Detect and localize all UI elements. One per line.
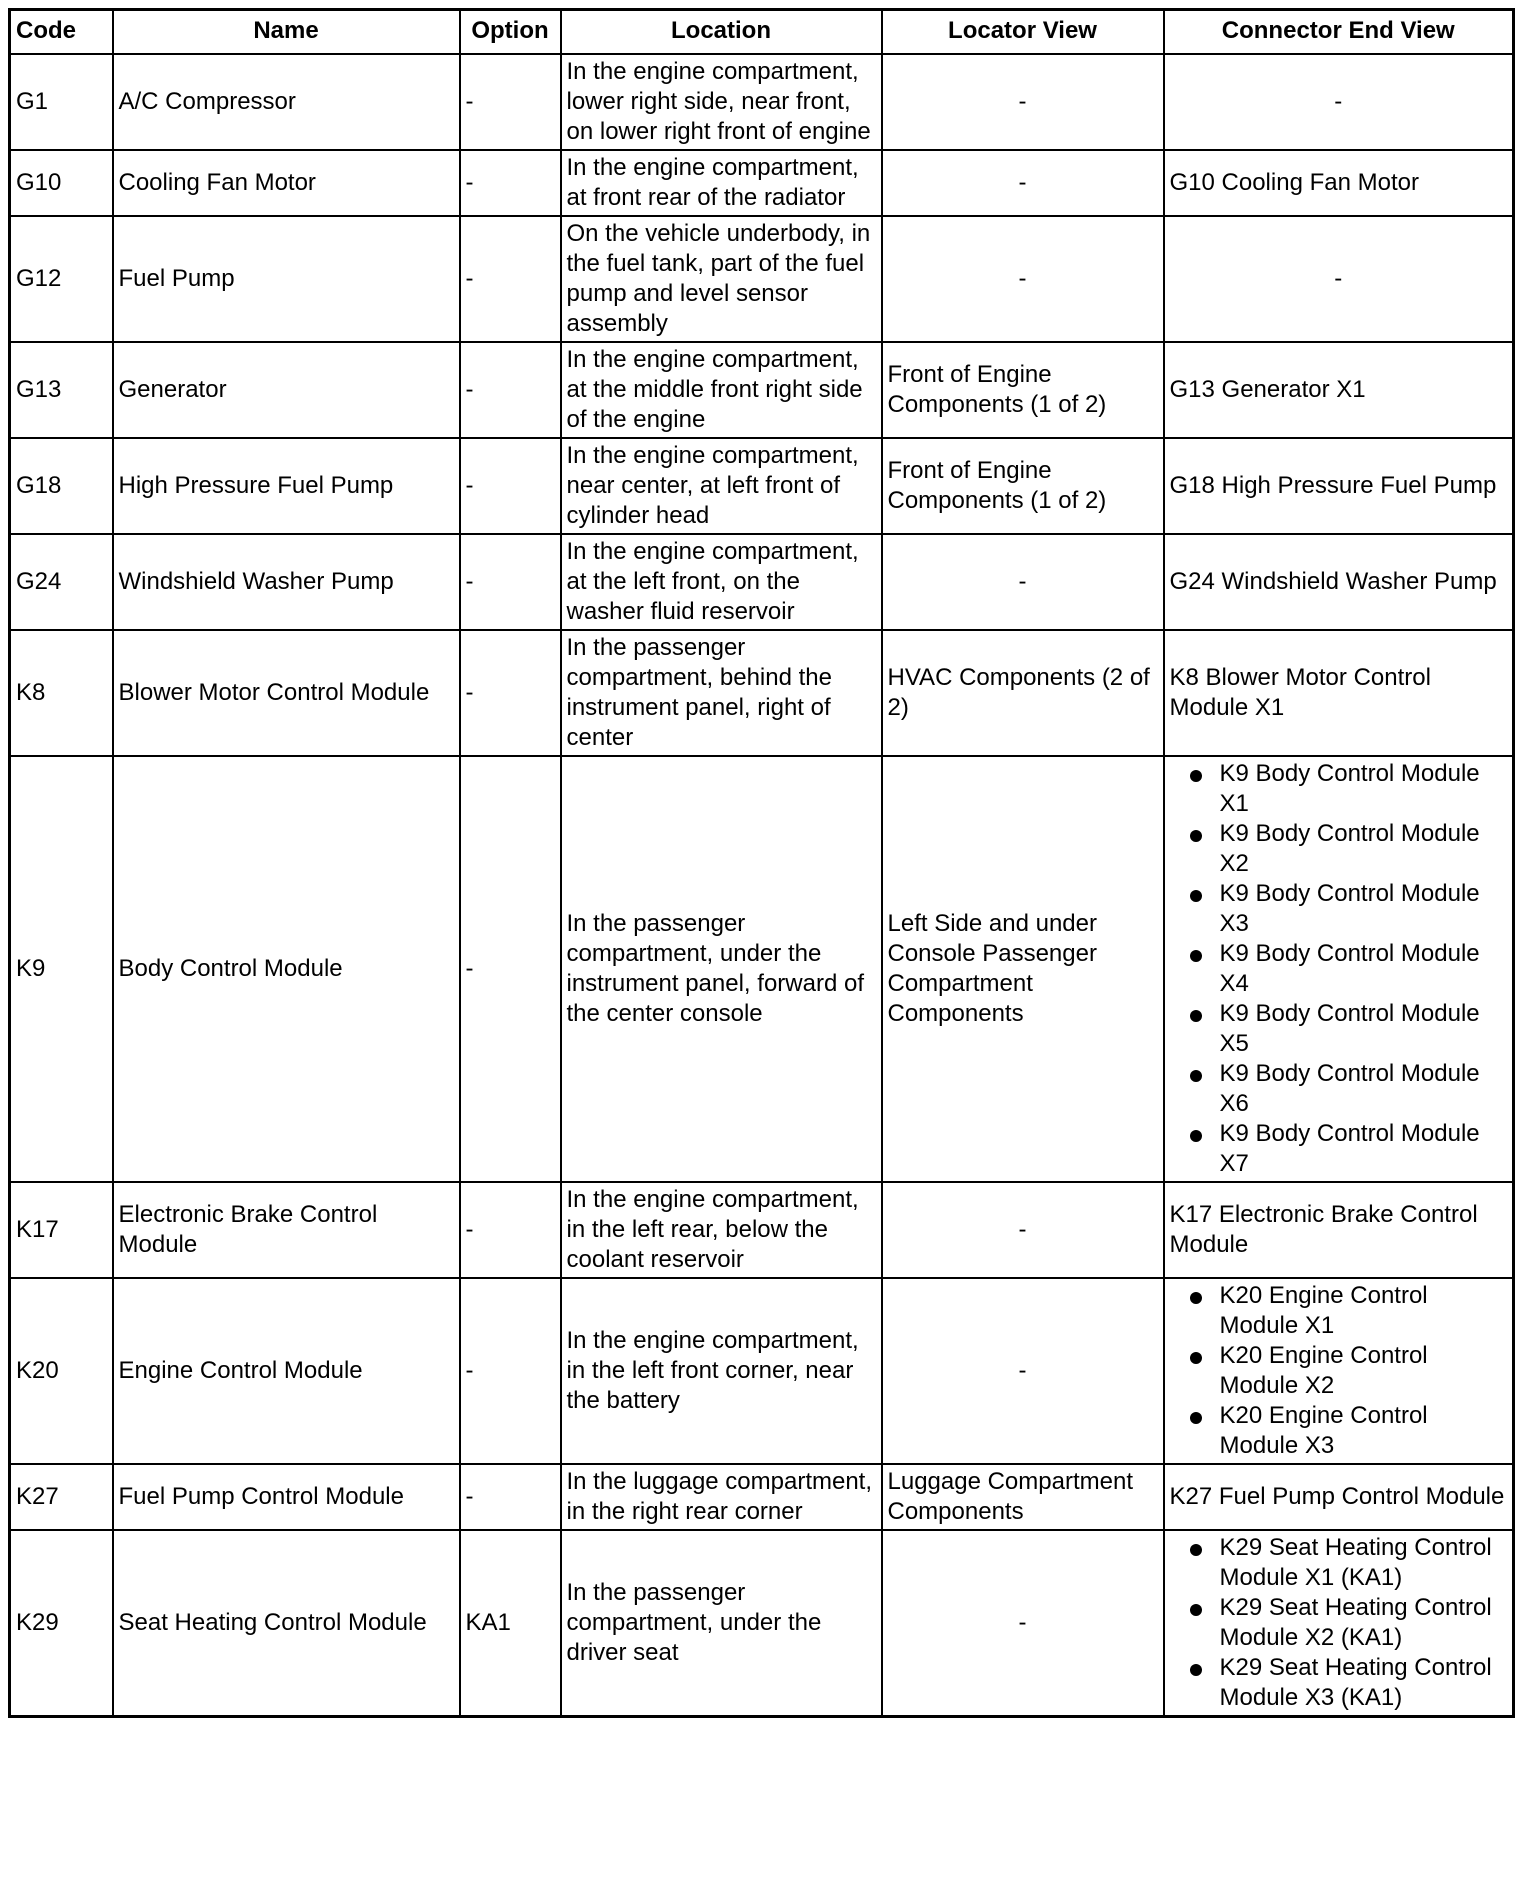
cell-code: K17 (10, 1182, 113, 1278)
table-row (10, 438, 1514, 534)
cell-name: Body Control Module (113, 756, 460, 1182)
cell-location: In the engine compartment, at front rear of the radiator (561, 150, 882, 216)
cell-connector-end-view: - (1164, 216, 1514, 342)
cell-locator-view: - (882, 534, 1164, 630)
cell-name: Fuel Pump (113, 216, 460, 342)
cell-option: - (460, 534, 561, 630)
cell-name: Windshield Washer Pump (113, 534, 460, 630)
cell-location: In the engine compartment, near center, at left front of cylinder head (561, 438, 882, 534)
cell-locator-view: - (882, 1182, 1164, 1278)
header-locator-view: Locator View (882, 10, 1164, 55)
cell-code: K8 (10, 630, 113, 756)
cell-code: G18 (10, 438, 113, 534)
cell-code: K27 (10, 1464, 113, 1530)
cell-name: Generator (113, 342, 460, 438)
header-option: Option (460, 10, 561, 55)
cell-name: Blower Motor Control Module (113, 630, 460, 756)
cell-locator-view: Front of Engine Components (1 of 2) (882, 438, 1164, 534)
cell-connector-end-view: G10 Cooling Fan Motor (1164, 150, 1514, 216)
cell-locator-view: - (882, 1530, 1164, 1717)
connector-list-item: K9 Body Control Module X4 (1170, 939, 1508, 999)
cell-code: K9 (10, 756, 113, 1182)
table-row (10, 1530, 1514, 1717)
cell-connector-end-view: G24 Windshield Washer Pump (1164, 534, 1514, 630)
cell-locator-view: - (882, 1278, 1164, 1464)
cell-connector-end-view (1164, 1278, 1514, 1464)
cell-code: G10 (10, 150, 113, 216)
table-row (10, 534, 1514, 630)
connector-list (1170, 759, 1508, 1179)
cell-connector-end-view: G18 High Pressure Fuel Pump (1164, 438, 1514, 534)
table-row (10, 342, 1514, 438)
connector-list-item: K9 Body Control Module X6 (1170, 1059, 1508, 1119)
table-row (10, 150, 1514, 216)
connector-list-item: K29 Seat Heating Control Module X2 (KA1) (1170, 1593, 1508, 1653)
table-row (10, 1182, 1514, 1278)
cell-locator-view: Luggage Compartment Components (882, 1464, 1164, 1530)
cell-option: - (460, 216, 561, 342)
header-location: Location (561, 10, 882, 55)
cell-option: - (460, 342, 561, 438)
cell-locator-view: Front of Engine Components (1 of 2) (882, 342, 1164, 438)
cell-name: High Pressure Fuel Pump (113, 438, 460, 534)
header-row (10, 10, 1514, 55)
connector-list-item: K9 Body Control Module X1 (1170, 759, 1508, 819)
cell-location: In the engine compartment, at the left front, on the washer fluid reservoir (561, 534, 882, 630)
connector-list (1170, 1281, 1508, 1461)
connector-list-item: K9 Body Control Module X7 (1170, 1119, 1508, 1179)
cell-locator-view: - (882, 216, 1164, 342)
cell-code: K20 (10, 1278, 113, 1464)
cell-name: Fuel Pump Control Module (113, 1464, 460, 1530)
cell-code: G12 (10, 216, 113, 342)
connector-list-item: K20 Engine Control Module X1 (1170, 1281, 1508, 1341)
cell-connector-end-view: K17 Electronic Brake Control Module (1164, 1182, 1514, 1278)
cell-option: - (460, 54, 561, 150)
table-row (10, 1464, 1514, 1530)
table-row (10, 630, 1514, 756)
cell-name: Engine Control Module (113, 1278, 460, 1464)
cell-location: In the engine compartment, in the left front corner, near the battery (561, 1278, 882, 1464)
cell-option: - (460, 1182, 561, 1278)
cell-location: On the vehicle underbody, in the fuel tank, part of the fuel pump and level sensor assembly (561, 216, 882, 342)
cell-locator-view: HVAC Components (2 of 2) (882, 630, 1164, 756)
cell-option: - (460, 150, 561, 216)
cell-connector-end-view: K8 Blower Motor Control Module X1 (1164, 630, 1514, 756)
connector-list-item: K20 Engine Control Module X3 (1170, 1401, 1508, 1461)
header-connector-end-view: Connector End View (1164, 10, 1514, 55)
cell-location: In the engine compartment, in the left rear, below the coolant reservoir (561, 1182, 882, 1278)
connector-list-item: K9 Body Control Module X3 (1170, 879, 1508, 939)
cell-locator-view: Left Side and under Console Passenger Compartment Components (882, 756, 1164, 1182)
component-table (8, 8, 1515, 1718)
connector-list-item: K29 Seat Heating Control Module X1 (KA1) (1170, 1533, 1508, 1593)
cell-name: A/C Compressor (113, 54, 460, 150)
cell-location: In the passenger compartment, behind the instrument panel, right of center (561, 630, 882, 756)
cell-location: In the passenger compartment, under the instrument panel, forward of the center console (561, 756, 882, 1182)
cell-option: - (460, 1464, 561, 1530)
connector-list-item: K9 Body Control Module X5 (1170, 999, 1508, 1059)
connector-list-item: K20 Engine Control Module X2 (1170, 1341, 1508, 1401)
connector-list (1170, 1533, 1508, 1713)
cell-option: - (460, 1278, 561, 1464)
cell-code: G13 (10, 342, 113, 438)
component-locator-page (8, 8, 1512, 1718)
cell-option: KA1 (460, 1530, 561, 1717)
cell-option: - (460, 438, 561, 534)
cell-name: Electronic Brake Control Module (113, 1182, 460, 1278)
header-name: Name (113, 10, 460, 55)
cell-connector-end-view (1164, 756, 1514, 1182)
table-row (10, 756, 1514, 1182)
cell-code: G24 (10, 534, 113, 630)
cell-connector-end-view: G13 Generator X1 (1164, 342, 1514, 438)
table-row (10, 216, 1514, 342)
table-row (10, 1278, 1514, 1464)
table-row (10, 54, 1514, 150)
cell-locator-view: - (882, 150, 1164, 216)
cell-connector-end-view (1164, 1530, 1514, 1717)
cell-name: Seat Heating Control Module (113, 1530, 460, 1717)
cell-locator-view: - (882, 54, 1164, 150)
table-body (10, 54, 1514, 1717)
cell-name: Cooling Fan Motor (113, 150, 460, 216)
cell-code: G1 (10, 54, 113, 150)
cell-location: In the engine compartment, lower right side, near front, on lower right front of engine (561, 54, 882, 150)
cell-location: In the passenger compartment, under the driver seat (561, 1530, 882, 1717)
cell-connector-end-view: K27 Fuel Pump Control Module (1164, 1464, 1514, 1530)
cell-option: - (460, 756, 561, 1182)
cell-location: In the luggage compartment, in the right rear corner (561, 1464, 882, 1530)
header-code: Code (10, 10, 113, 55)
cell-connector-end-view: - (1164, 54, 1514, 150)
cell-location: In the engine compartment, at the middle front right side of the engine (561, 342, 882, 438)
cell-option: - (460, 630, 561, 756)
connector-list-item: K9 Body Control Module X2 (1170, 819, 1508, 879)
cell-code: K29 (10, 1530, 113, 1717)
connector-list-item: K29 Seat Heating Control Module X3 (KA1) (1170, 1653, 1508, 1713)
